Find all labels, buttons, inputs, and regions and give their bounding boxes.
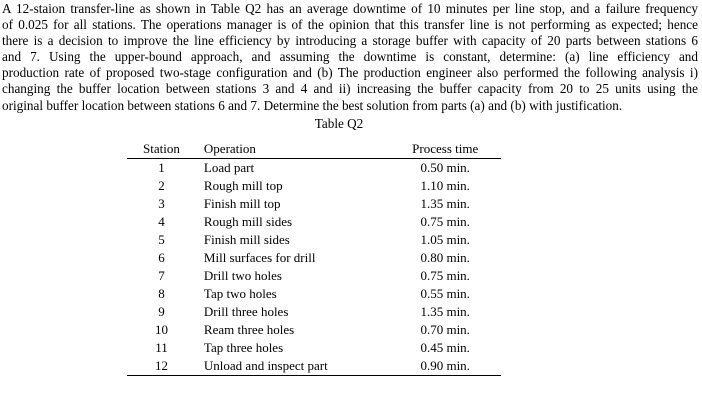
operation-cell: Drill three holes [203,304,289,319]
process-time-cell: 0.80 min. [420,250,470,265]
process-time-cell: 1.10 min. [420,178,470,193]
operation-cell: Mill surfaces for drill [203,250,316,265]
table-row [127,267,501,285]
table-row [127,285,501,303]
process-time-cell: 0.70 min. [420,322,470,337]
process-table [127,140,501,376]
process-time-cell: 0.90 min. [389,357,501,376]
station-cell: 10 [154,322,168,337]
header-process-time: Process time [389,140,501,159]
operation-cell: Unload and inspect part [196,357,390,376]
table-row [127,339,501,357]
process-time-cell: 0.75 min. [420,268,470,283]
process-time-cell: 0.55 min. [420,286,470,301]
station-cell: 6 [158,250,165,265]
process-time-cell: 0.75 min. [420,214,470,229]
station-cell: 1 [158,160,165,175]
operation-cell: Tap three holes [203,340,284,355]
table-row [127,357,501,376]
operation-cell: Finish mill sides [203,232,290,247]
header-operation: Operation [196,140,390,159]
question-line: original buffer location between stations 6 and 7. Determine the best solution from parts (a) and (b) with justification. [2,97,623,113]
process-time-cell: 0.50 min. [420,160,470,175]
station-cell: 3 [158,196,165,211]
operation-cell: Drill two holes [203,268,282,283]
table-caption: Table Q2 [314,116,364,131]
station-cell: 4 [158,214,165,229]
station-cell: 5 [158,232,165,247]
table-row [127,177,501,195]
table-body [127,159,501,376]
question-line: A 12-staion transfer-line as shown in Table Q2 has an average downtime of 10 minutes per line stop, and a failure frequency [2,1,698,16]
process-time-cell: 1.05 min. [420,232,470,247]
header-station: Station [127,140,196,159]
station-cell: 8 [158,286,165,301]
question-line: changing the buffer location between stations 3 and 4 and ii) increasing the buffer capacity from 20 to 25 units using the [2,81,698,97]
station-cell: 2 [158,178,165,193]
table-row [127,249,501,267]
operation-cell: Tap two holes [203,286,277,301]
table-row [127,159,501,178]
operation-cell: Ream three holes [203,322,295,337]
table-row [127,231,501,249]
station-cell: 12 [127,357,196,376]
table-row [127,321,501,339]
process-time-cell: 0.45 min. [420,340,470,355]
station-cell: 9 [158,304,165,319]
table-row [127,303,501,321]
operation-cell: Load part [203,160,255,175]
question-line: production rate of proposed two-stage configuration and (b) The production engineer also performed the following analysis i) [2,65,698,81]
station-cell: 7 [158,268,165,283]
question-text [2,1,698,114]
station-cell: 11 [155,340,168,355]
table-row [127,213,501,231]
table-row [127,195,501,213]
operation-cell: Finish mill top [203,196,281,211]
process-time-cell: 1.35 min. [420,196,470,211]
operation-cell: Rough mill top [203,178,283,193]
question-line: there is a decision to improve the line efficiency by introducing a storage buffer with capacity of 20 parts between stations 6 [2,33,698,49]
process-time-cell: 1.35 min. [420,304,470,319]
table-header-row [127,140,501,159]
operation-cell: Rough mill sides [203,214,293,229]
question-line: and 7. Using the upper-bound approach, and assuming the downtime is constant, determine: (a) line efficiency and [2,49,698,65]
question-line: of 0.025 for all stations. The operations manager is of the opinion that this transfer line is not performing as expected; hence [2,17,698,33]
